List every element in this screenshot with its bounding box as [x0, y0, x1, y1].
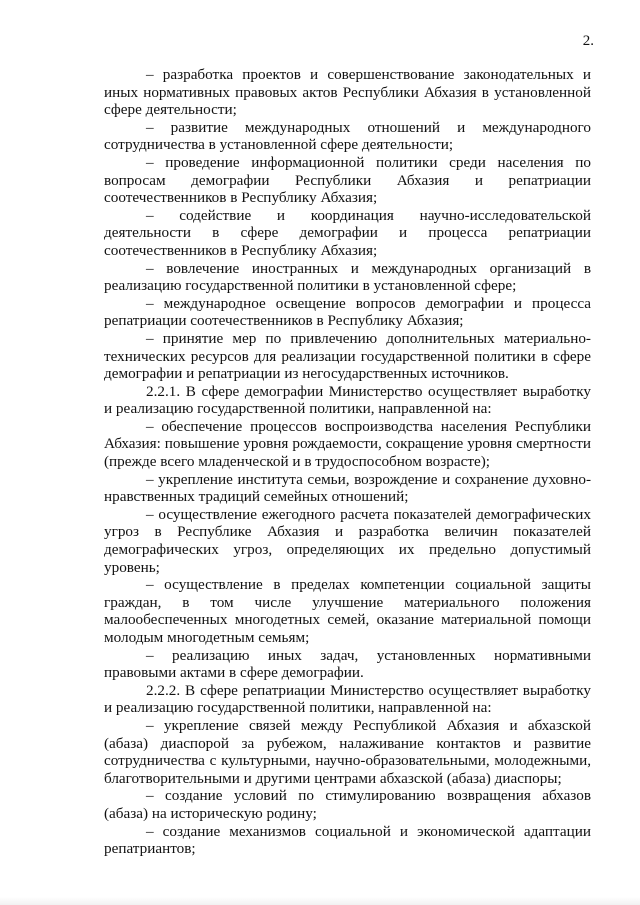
paragraph-7: – принятие мер по привлечению дополнительных материально-технических ресурсов для реализации государственной политики в сфере демографии и репатриации из негосударственных источников.: [104, 329, 591, 383]
paragraph-17: – создание механизмов социальной и экономической адаптации репатриантов;: [104, 822, 591, 858]
paragraph-9: – обеспечение процессов воспроизводства населения Республики Абхазия: повышение уровня рождаемости, сокращение уровня смертности (прежде всего младенческой и в трудоспособном возрасте);: [104, 417, 591, 471]
paragraph-15: – укрепление связей между Республикой Абхазия и абхазской (абаза) диаспорой за рубежом, налаживание контактов и развитие сотрудничества с культурными, научно-образовательными, молодежными, благотворительными и другими центрами абхазской (абаза) диаспоры;: [104, 716, 591, 787]
paragraph-12: – осуществление в пределах компетенции социальной защиты граждан, в том числе улучшение материального положения малообеспеченных многодетных семей, оказание материальной помощи молодым многодетным семьям;: [104, 576, 591, 646]
paragraph-2: – развитие международных отношений и международного сотрудничества в установленной сфере деятельности;: [104, 118, 591, 154]
paragraph-4: – содействие и координация научно-исследовательской деятельности в сфере демографии и процесса репатриации соотечественников в Республику Абхазия;: [104, 206, 591, 259]
scan-edge-shadow: [0, 897, 640, 905]
section-2-2-2-intro: 2.2.2. В сфере репатриации Министерство осуществляет выработку и реализацию государственной политики, направленной на:: [104, 681, 591, 717]
paragraph-10: – укрепление института семьи, возрождение и сохранение духовно-нравственных традиций семейных отношений;: [104, 470, 591, 506]
paragraph-6: – международное освещение вопросов демографии и процесса репатриации соотечественников в Республику Абхазия;: [104, 294, 591, 330]
section-2-2-1-intro: 2.2.1. В сфере демографии Министерство осуществляет выработку и реализацию государственной политики, направленной на:: [104, 382, 591, 418]
page-number: 2.: [582, 33, 594, 49]
paragraph-16: – создание условий по стимулированию возвращения абхазов (абаза) на историческую родину;: [104, 787, 591, 822]
paragraph-1: – разработка проектов и совершенствование законодательных и иных нормативных правовых актов Республики Абхазия в установленной сфере деятельности;: [104, 66, 591, 119]
paragraph-3: – проведение информационной политики среди населения по вопросам демографии Республики Абхазия и репатриации соотечественников в Республику Абхазия;: [104, 153, 591, 207]
paragraph-13: – реализацию иных задач, установленных нормативными правовыми актами в сфере демографии.: [104, 646, 591, 682]
paragraph-5: – вовлечение иностранных и международных организаций в реализацию государственной политики в установленной сфере;: [104, 259, 591, 295]
document-body: [104, 66, 591, 858]
paragraph-11: – осуществление ежегодного расчета показателей демографических угроз в Республике Абхазия и разработка величин показателей демографических угроз, определяющих их предельно допустимый уровень;: [104, 505, 591, 576]
